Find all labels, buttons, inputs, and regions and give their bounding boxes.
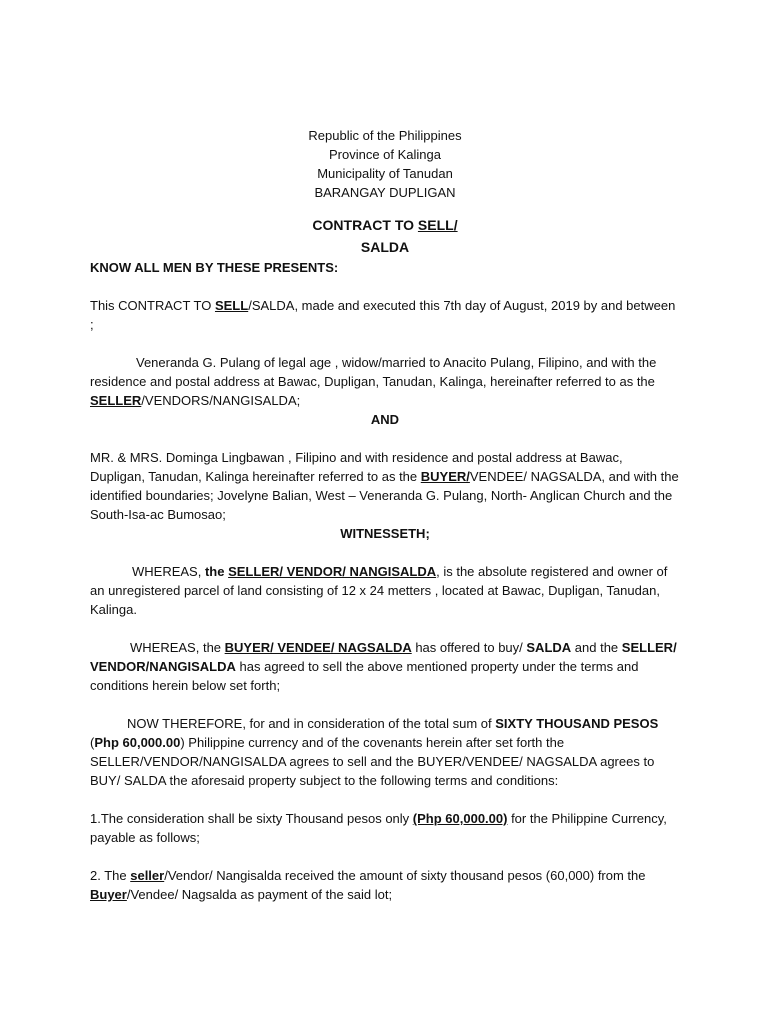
now-b: (	[90, 735, 95, 750]
know-all-men: KNOW ALL MEN BY THESE PRESENTS:	[90, 260, 339, 275]
whereas1-c: , is the absolute registered and owner of an unregistered parcel of land consisting of 12 x 24 metters , located at Bawac, Dupligan, Tanudan, Kalinga.	[90, 564, 668, 617]
now-a: NOW THEREFORE, for and in consideration of the total sum of	[127, 716, 496, 731]
whereas2-d: has agreed to sell the above mentioned property under the terms and conditions herein below set forth;	[90, 659, 639, 693]
now-sum: SIXTY THOUSAND PESOS	[495, 716, 659, 731]
intro-a: This CONTRACT TO	[90, 298, 215, 313]
paragraph-intro	[90, 296, 680, 334]
title-sell: SELL/	[417, 217, 458, 233]
whereas1-a: WHEREAS,	[132, 564, 205, 579]
paragraph-now-therefore	[90, 714, 680, 790]
now-php: Php 60,000.00	[94, 735, 181, 750]
whereas2-buyer: BUYER/ VENDEE/ NAGSALDA	[224, 640, 412, 655]
seller-term: SELLER	[90, 393, 142, 408]
contract-document	[90, 126, 680, 904]
whereas2-salda: SALDA	[526, 640, 572, 655]
term2-seller: seller	[130, 868, 165, 883]
title-line-1	[90, 214, 680, 236]
witnesseth-heading: WITNESSETH;	[340, 526, 430, 541]
term1-php: (Php 60,000.00)	[412, 811, 508, 826]
paragraph-seller	[90, 353, 680, 410]
term2-a: 2. The	[90, 868, 131, 883]
buyer-a: MR. & MRS. Dominga Lingbawan , Filipino and with residence and postal address at Bawac, Dupligan, Tanudan, Kalinga hereinafter referred to as the	[90, 450, 623, 484]
term2-c: /Vendee/ Nagsalda as payment of the said lot;	[126, 887, 393, 902]
term1-b: for the Philippine Currency, payable as follows;	[90, 811, 667, 845]
header-municipality: Municipality of Tanudan	[317, 166, 453, 181]
header-barangay: BARANGAY DUPLIGAN	[314, 185, 456, 200]
buyer-term: BUYER/	[420, 469, 470, 484]
term2-buyer: Buyer	[90, 887, 127, 902]
whereas1-seller: SELLER/ VENDOR/ NANGISALDA	[228, 564, 437, 579]
term2-b: /Vendor/ Nangisalda received the amount of sixty thousand pesos (60,000) from the	[164, 868, 646, 883]
buyer-b: VENDEE/ NAGSALDA, and with the identified boundaries; Jovelyne Balian, West – Veneranda G. Pulang, North- Anglican Church and the South-Isa-ac Bumosao;	[90, 469, 679, 522]
and-heading: AND	[370, 412, 400, 427]
whereas2-b: has offered to buy/	[411, 640, 527, 655]
seller-a: Veneranda G. Pulang of legal age , widow/married to Anacito Pulang, Filipino, and with the residence and postal address at Bawac, Dupligan, Tanudan, Kalinga, hereinafter referred to as the	[90, 355, 657, 389]
now-c: ) Philippine currency and of the covenants herein after set forth the SELLER/VENDOR/NANGISALDA agrees to sell and the BUYER/VENDEE/ NAGSALDA agrees to BUY/ SALDA the aforesaid property subject to the following terms and conditions:	[90, 735, 655, 788]
term-1	[90, 809, 680, 847]
header-province: Province of Kalinga	[328, 147, 441, 162]
title-line-2: SALDA	[360, 239, 410, 255]
term1-a: 1.The consideration shall be sixty Thousand pesos only	[90, 811, 413, 826]
intro-b: /SALDA, made and executed this 7th day of August, 2019 by and between ;	[90, 298, 676, 332]
letterhead	[90, 126, 680, 202]
paragraph-whereas-2	[90, 638, 680, 695]
term-2	[90, 866, 680, 904]
whereas1-b: the	[204, 564, 229, 579]
intro-sell: SELL	[214, 298, 249, 313]
whereas2-a: WHEREAS, the	[130, 640, 225, 655]
whereas2-c: and the	[571, 640, 622, 655]
header-republic: Republic of the Philippines	[308, 128, 462, 143]
paragraph-buyer	[90, 448, 680, 524]
title-prefix: CONTRACT TO	[312, 217, 418, 233]
paragraph-whereas-1	[90, 562, 680, 619]
document-title	[90, 214, 680, 258]
whereas2-seller: SELLER/ VENDOR/NANGISALDA	[90, 640, 677, 674]
seller-b: /VENDORS/NANGISALDA;	[141, 393, 301, 408]
